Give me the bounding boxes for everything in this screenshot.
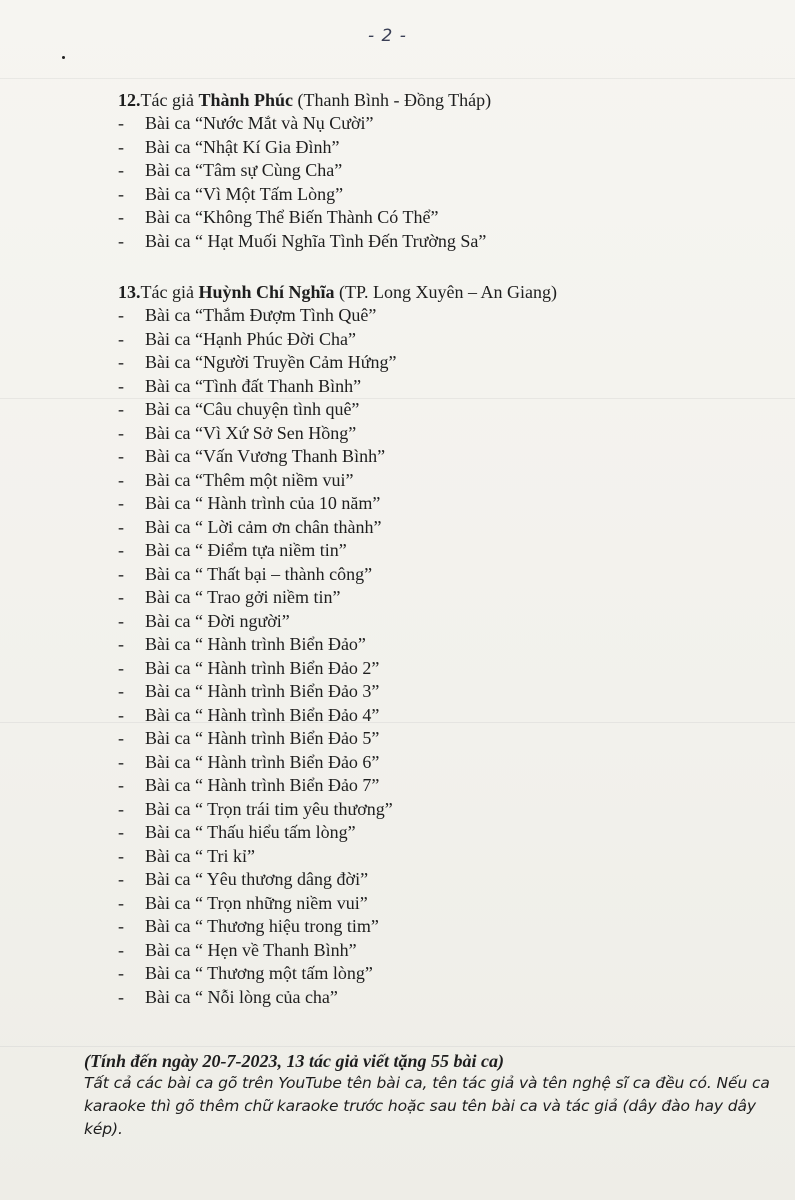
list-dash: -: [118, 963, 124, 983]
song-item: [118, 610, 778, 634]
list-dash: -: [118, 352, 124, 372]
list-dash: -: [118, 751, 124, 772]
song-title: Bài ca “ Đời người”: [145, 610, 290, 631]
list-dash: -: [118, 160, 124, 180]
song-item: [118, 445, 778, 469]
author-prefix: Tác giả: [140, 282, 199, 302]
song-item: [118, 962, 778, 986]
song-title: Bài ca “ Hành trình Biển Đảo 6”: [145, 751, 380, 772]
song-title: Bài ca “ Trọn những niềm vui”: [145, 892, 368, 913]
song-title: Bài ca “ Nỗi lòng của cha”: [145, 986, 338, 1007]
song-item: [118, 704, 778, 728]
author-prefix: Tác giả: [140, 90, 199, 110]
list-dash: -: [118, 207, 124, 227]
song-item: [118, 915, 778, 939]
song-list: [118, 112, 778, 253]
list-dash: -: [118, 610, 124, 631]
section-number: 12.: [118, 90, 141, 110]
song-item: [118, 751, 778, 775]
list-dash: -: [118, 704, 124, 725]
song-item: [118, 586, 778, 610]
list-dash: -: [118, 113, 124, 133]
song-title: Bài ca “ Lời cảm ơn chân thành”: [145, 516, 382, 537]
song-title: Bài ca “ Thất bại – thành công”: [145, 563, 373, 584]
list-dash: -: [118, 798, 124, 819]
song-title: Bài ca “Nhật Kí Gia Đình”: [145, 136, 340, 157]
song-title: Bài ca “ Trọn trái tim yêu thương”: [145, 798, 393, 819]
song-item: [118, 230, 778, 254]
song-item: [118, 680, 778, 704]
song-title: Bài ca “ Hành trình của 10 năm”: [145, 493, 381, 513]
author-name: Thành Phúc: [198, 90, 294, 110]
song-item: [118, 868, 778, 892]
list-dash: -: [118, 540, 124, 560]
footer-notes: [84, 1050, 774, 1141]
section-title: [118, 281, 778, 304]
ink-dot: [62, 56, 65, 59]
paper-rule: [0, 1046, 795, 1047]
list-dash: -: [118, 446, 124, 466]
list-dash: -: [118, 916, 124, 936]
section-number: 13.: [118, 282, 141, 302]
song-item: [118, 939, 778, 963]
song-title: Bài ca “ Thương một tấm lòng”: [145, 963, 373, 983]
song-title: Bài ca “Nước Mắt và Nụ Cười”: [145, 113, 374, 133]
song-title: Bài ca “Thêm một niềm vui”: [145, 469, 354, 490]
list-dash: -: [118, 563, 124, 584]
song-item: [118, 183, 778, 207]
song-title: Bài ca “ Hành trình Biển Đảo 3”: [145, 681, 380, 701]
song-title: Bài ca “ Tri kỉ”: [145, 845, 255, 866]
list-dash: -: [118, 516, 124, 537]
song-title: Bài ca “Không Thể Biến Thành Có Thể”: [145, 207, 439, 227]
song-item: [118, 304, 778, 328]
song-title: Bài ca “ Hành trình Biển Đảo 5”: [145, 728, 380, 748]
list-dash: -: [118, 469, 124, 490]
song-title: Bài ca “ Điểm tựa niềm tin”: [145, 540, 347, 560]
page-number: - 2 -: [368, 26, 407, 46]
paper-rule: [0, 78, 795, 79]
song-title: Bài ca “Câu chuyện tình quê”: [145, 399, 360, 419]
song-item: [118, 422, 778, 446]
song-item: [118, 986, 778, 1010]
song-title: Bài ca “Vì Xứ Sở Sen Hồng”: [145, 422, 357, 443]
author-location: (Thanh Bình - Đồng Tháp): [293, 90, 492, 110]
song-item: [118, 633, 778, 657]
list-dash: -: [118, 305, 124, 325]
song-title: Bài ca “ Hành trình Biển Đảo 7”: [145, 775, 380, 795]
list-dash: -: [118, 845, 124, 866]
song-item: [118, 657, 778, 681]
list-dash: -: [118, 183, 124, 204]
list-dash: -: [118, 328, 124, 349]
song-item: [118, 539, 778, 563]
song-title: Bài ca “Tâm sự Cùng Cha”: [145, 160, 343, 180]
song-item: [118, 351, 778, 375]
song-item: [118, 206, 778, 230]
song-item: [118, 492, 778, 516]
song-title: Bài ca “Tình đất Thanh Bình”: [145, 375, 362, 396]
song-item: [118, 136, 778, 160]
song-item: [118, 798, 778, 822]
song-item: [118, 774, 778, 798]
song-title: Bài ca “ Yêu thương dâng đời”: [145, 869, 369, 889]
song-title: Bài ca “ Hành trình Biển Đảo 2”: [145, 657, 380, 678]
list-dash: -: [118, 986, 124, 1007]
song-item: [118, 398, 778, 422]
song-title: Bài ca “ Hành trình Biển Đảo 4”: [145, 704, 380, 725]
section-13: [118, 281, 778, 1009]
author-name: Huỳnh Chí Nghĩa: [198, 282, 335, 302]
song-item: [118, 112, 778, 136]
list-dash: -: [118, 634, 124, 654]
song-title: Bài ca “Người Truyền Cảm Hứng”: [145, 352, 397, 372]
list-dash: -: [118, 230, 124, 251]
song-item: [118, 328, 778, 352]
song-title: Bài ca “ Hành trình Biển Đảo”: [145, 634, 366, 654]
list-dash: -: [118, 681, 124, 701]
song-item: [118, 727, 778, 751]
list-dash: -: [118, 939, 124, 960]
song-title: Bài ca “ Hạt Muối Nghĩa Tình Đến Trường Sa”: [145, 230, 487, 251]
list-dash: -: [118, 399, 124, 419]
song-item: [118, 375, 778, 399]
song-title: Bài ca “ Hẹn về Thanh Bình”: [145, 939, 357, 960]
list-dash: -: [118, 587, 124, 607]
song-list: [118, 304, 778, 1009]
song-title: Bài ca “Vấn Vương Thanh Bình”: [145, 446, 386, 466]
song-item: [118, 845, 778, 869]
author-location: (TP. Long Xuyên – An Giang): [334, 282, 558, 302]
song-title: Bài ca “ Thương hiệu trong tim”: [145, 916, 379, 936]
list-dash: -: [118, 728, 124, 748]
list-dash: -: [118, 892, 124, 913]
section-12: [118, 89, 778, 253]
instruction-note: Tất cả các bài ca gõ trên YouTube tên bài ca, tên tác giả và tên nghệ sĩ ca đều có. Nếu ca karaoke thì gõ thêm chữ karaoke trước hoặc sau tên bài ca và tác giả (dây đào hay dây kép).: [84, 1074, 770, 1138]
song-item: [118, 159, 778, 183]
summary-line: (Tính đến ngày 20-7-2023, 13 tác giả viết tặng 55 bài ca): [84, 1051, 504, 1071]
song-item: [118, 469, 778, 493]
list-dash: -: [118, 136, 124, 157]
list-dash: -: [118, 657, 124, 678]
list-dash: -: [118, 375, 124, 396]
song-item: [118, 892, 778, 916]
song-item: [118, 563, 778, 587]
list-dash: -: [118, 775, 124, 795]
list-dash: -: [118, 422, 124, 443]
song-item: [118, 516, 778, 540]
song-title: Bài ca “Hạnh Phúc Đời Cha”: [145, 328, 356, 349]
list-dash: -: [118, 822, 124, 842]
song-title: Bài ca “Vì Một Tấm Lòng”: [145, 183, 344, 204]
list-dash: -: [118, 869, 124, 889]
section-title: [118, 89, 778, 112]
song-title: Bài ca “ Thấu hiểu tấm lòng”: [145, 822, 356, 842]
song-item: [118, 821, 778, 845]
song-title: Bài ca “Thắm Đượm Tình Quê”: [145, 305, 377, 325]
song-title: Bài ca “ Trao gởi niềm tin”: [145, 587, 341, 607]
list-dash: -: [118, 493, 124, 513]
